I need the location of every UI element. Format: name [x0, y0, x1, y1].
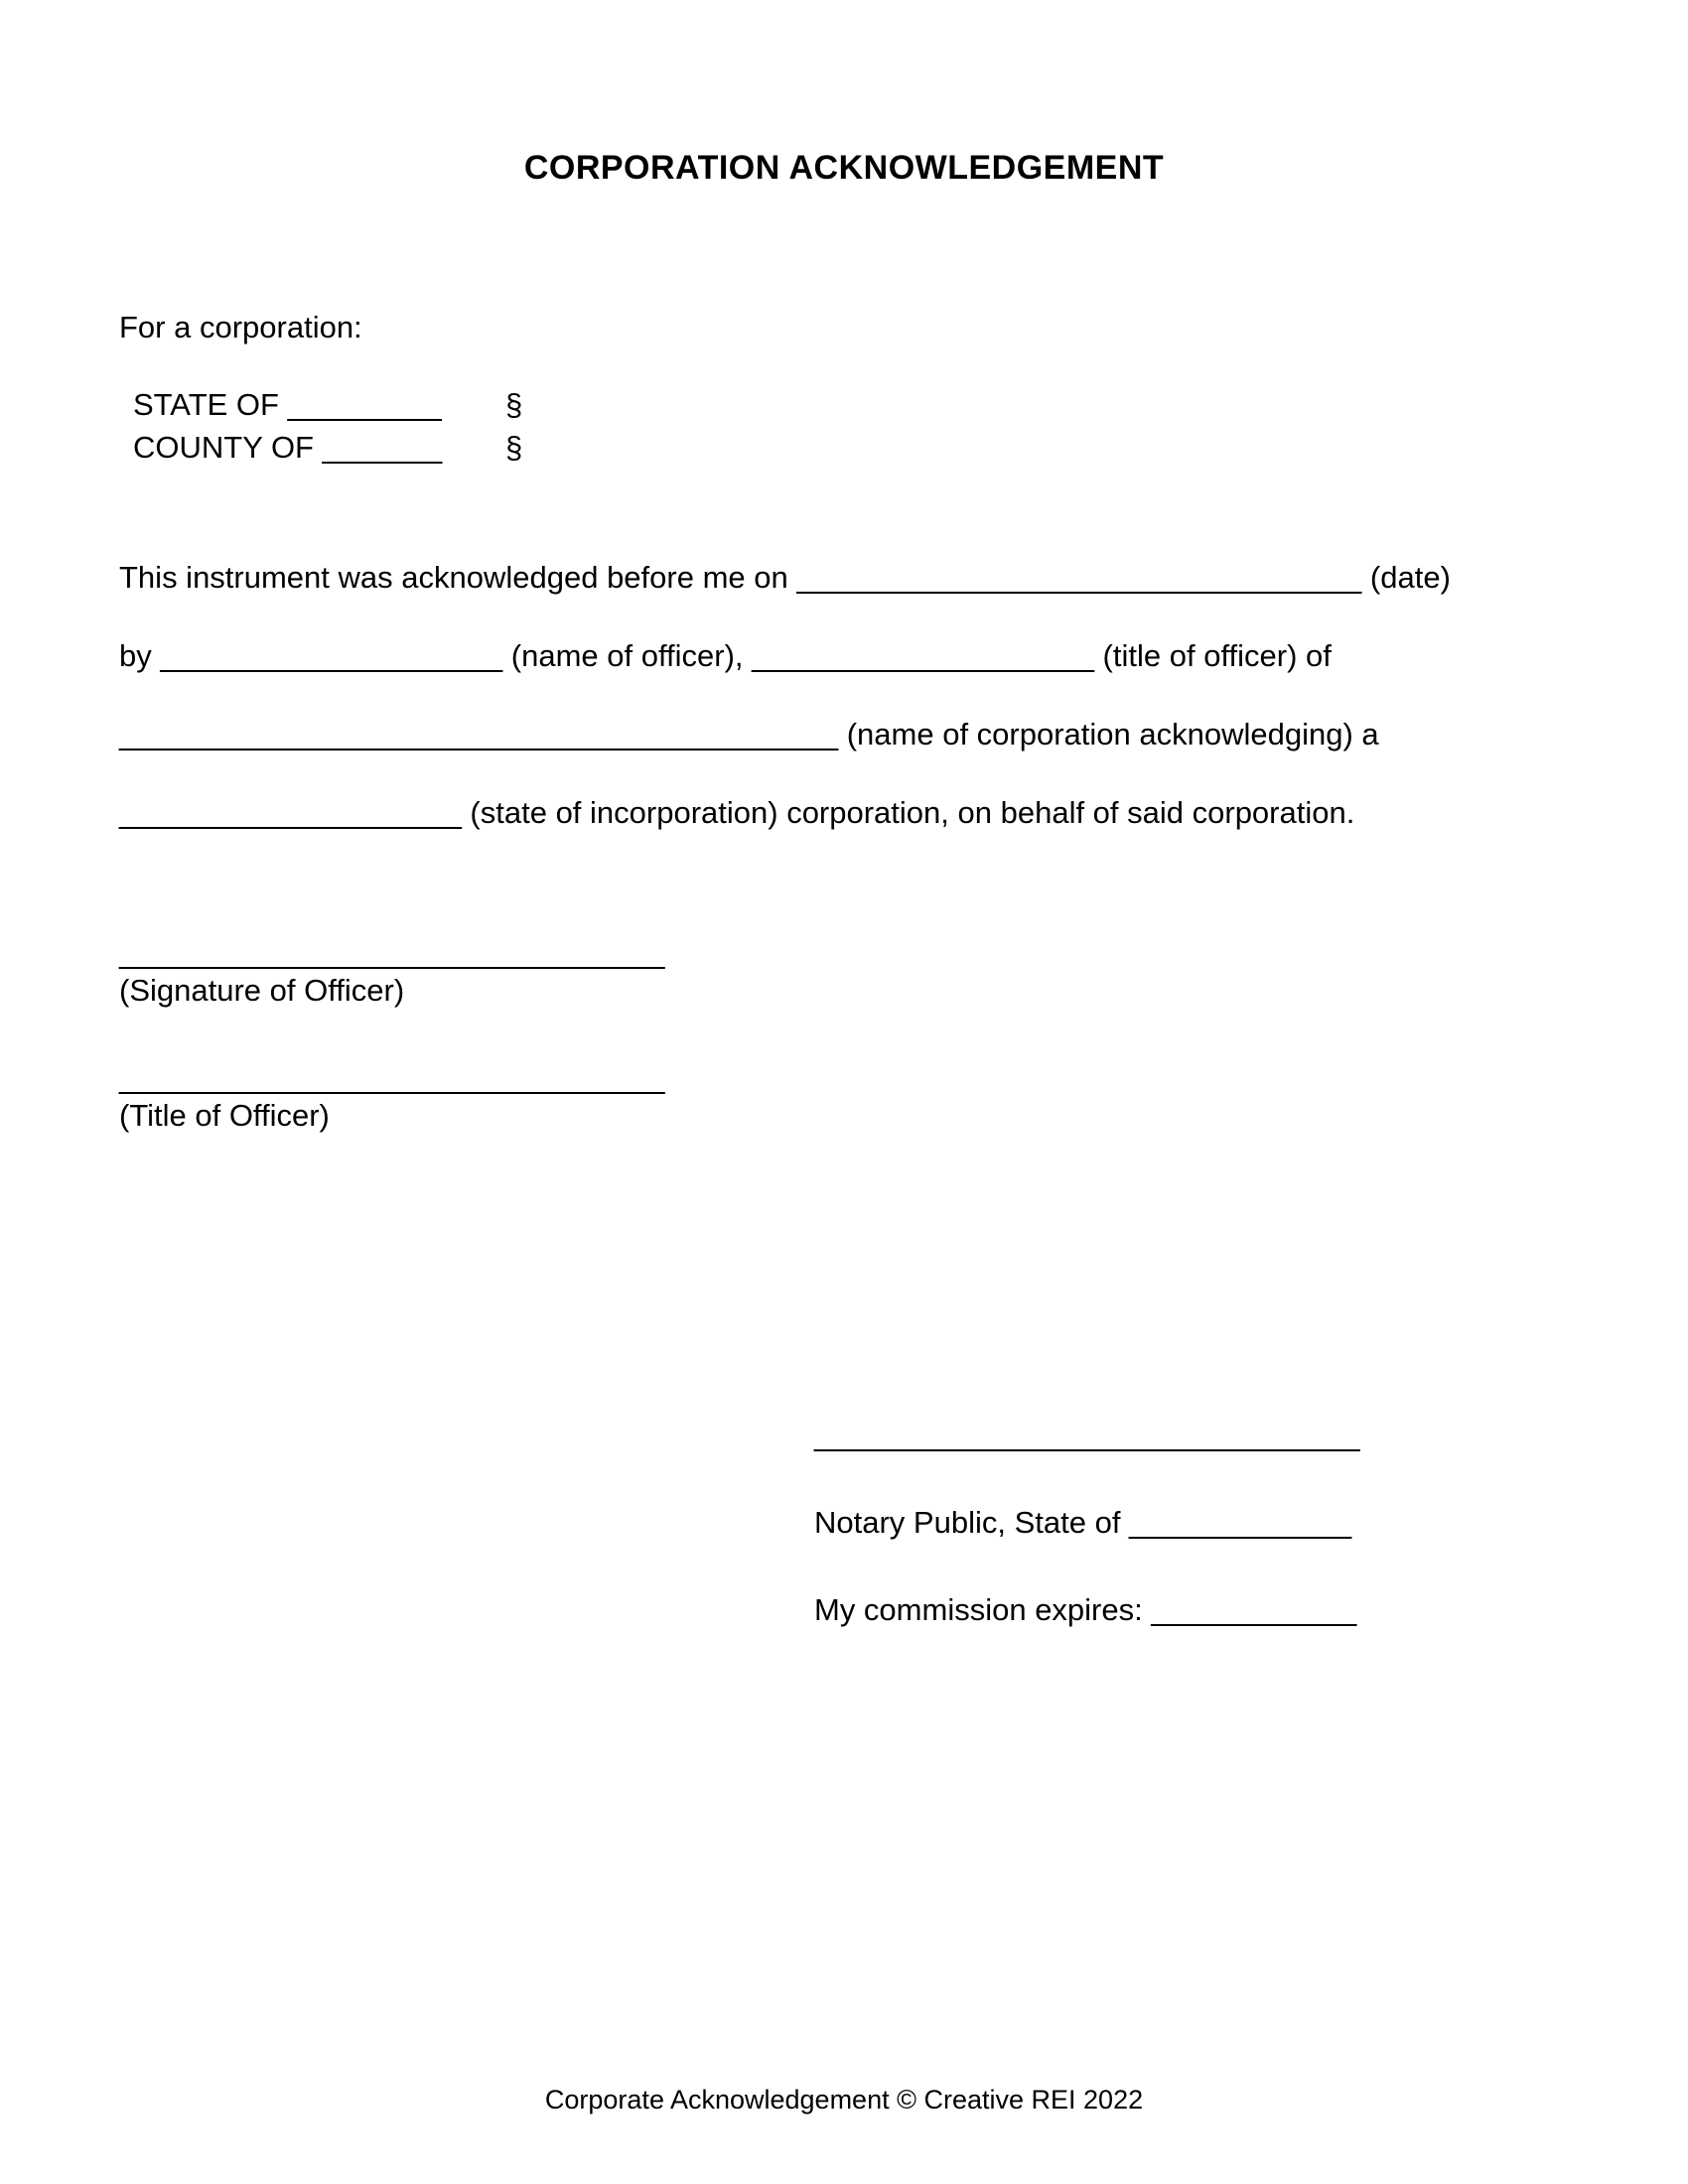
signature-block-spacer [119, 1009, 665, 1060]
document-title: CORPORATION ACKNOWLEDGEMENT [523, 149, 1165, 187]
officer-title-line: _______________________________ [119, 1060, 665, 1095]
acknowledgement-paragraph [119, 538, 1569, 852]
notary-signature-line: _______________________________ [814, 1418, 1360, 1452]
acknowledgement-line-corporation: __________________________________________ (name of corporation acknowledging) a [119, 717, 1379, 751]
officer-signature-label: (Signature of Officer) [119, 973, 405, 1008]
county-of-line: COUNTY OF _______ [133, 430, 443, 465]
county-row [133, 426, 522, 469]
acknowledgement-line-date: This instrument was acknowledged before me on _________________________________ (date) [119, 560, 1451, 595]
acknowledgement-line-officer: by ____________________ (name of officer), ____________________ (title of officer) of [119, 638, 1332, 673]
intro-text: For a corporation: [119, 310, 362, 344]
commission-expires-line: My commission expires: ____________ [814, 1592, 1357, 1627]
officer-title-label: (Title of Officer) [119, 1098, 330, 1133]
document-footer: Corporate Acknowledgement © Creative REI 2022 [544, 2085, 1144, 2115]
state-row [133, 383, 522, 426]
officer-signature-block [119, 935, 665, 1134]
notary-public-state-line: Notary Public, State of _____________ [814, 1505, 1352, 1540]
state-of-line: STATE OF _________ [133, 387, 442, 422]
acknowledgement-line-state-incorporation: ____________________ (state of incorporation) corporation, on behalf of said corporation. [119, 795, 1355, 830]
section-symbol: § [505, 387, 523, 422]
notary-block [814, 1418, 1360, 1628]
officer-signature-line: _______________________________ [119, 935, 665, 970]
section-symbol: § [505, 430, 523, 465]
venue-block [133, 383, 522, 469]
